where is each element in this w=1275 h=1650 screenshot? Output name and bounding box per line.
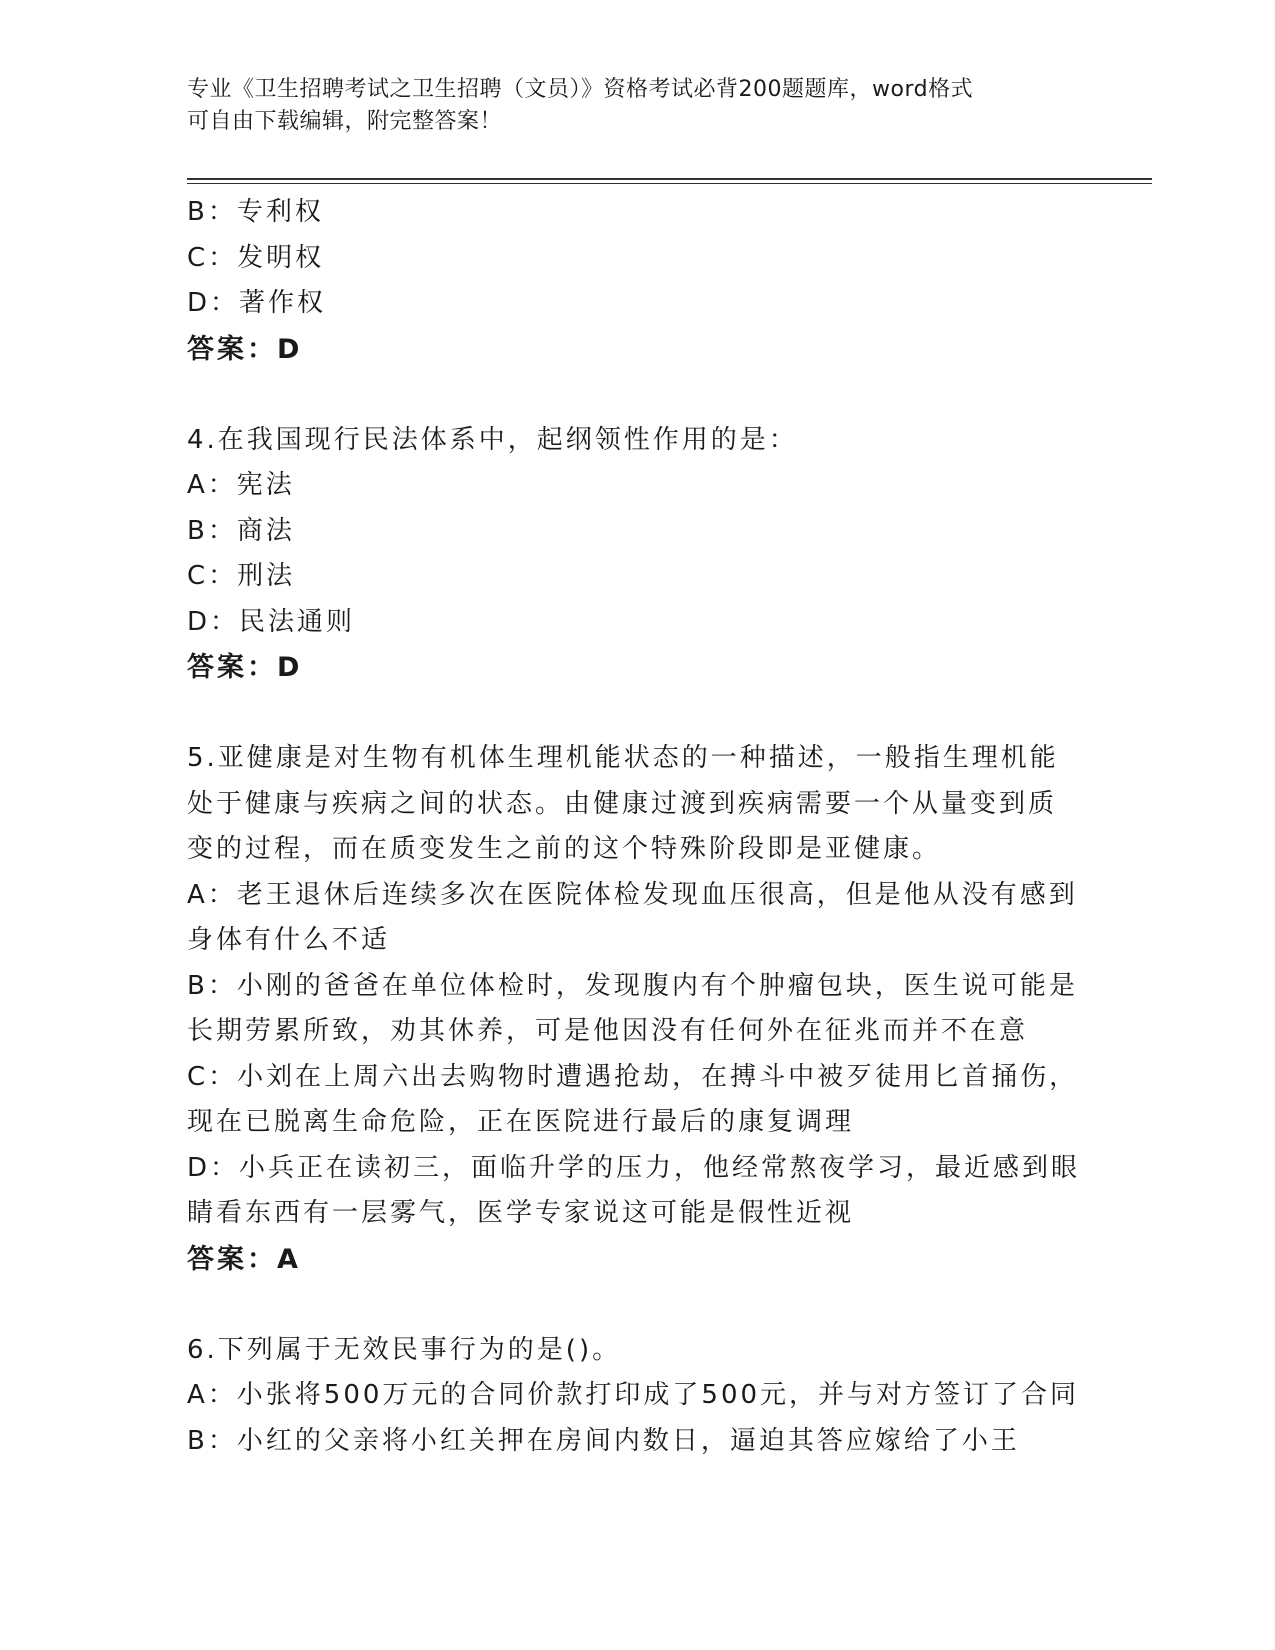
question-5-stem-line-1: 5.亚健康是对生物有机体生理机能状态的一种描述，一般指生理机能 — [187, 743, 1059, 773]
document-header — [187, 74, 1067, 138]
header-title-line-2: 可自由下载编辑，附完整答案！ — [187, 109, 503, 134]
question-3-option-b: B：专利权 — [187, 197, 324, 227]
question-5-option-d-line-2: 睛看东西有一层雾气，医学专家说这可能是假性近视 — [187, 1198, 855, 1228]
question-list — [187, 190, 1087, 1464]
question-4-option-a: A：宪法 — [187, 470, 295, 500]
spacer — [187, 691, 1087, 737]
question-4 — [187, 418, 1087, 691]
question-5-option-b-line-1: B：小刚的爸爸在单位体检时，发现腹内有个肿瘤包块，医生说可能是 — [187, 970, 1078, 1001]
header-divider-thick — [187, 178, 1152, 180]
spacer — [187, 1282, 1087, 1328]
question-4-option-d: D：民法通则 — [187, 606, 356, 637]
question-3-option-d: D：著作权 — [187, 288, 327, 318]
question-3-option-c: C：发明权 — [187, 242, 325, 273]
question-3 — [187, 190, 1087, 372]
spacer — [187, 372, 1087, 418]
question-4-option-c: C：刑法 — [187, 561, 296, 591]
question-4-answer: 答案：D — [187, 652, 303, 683]
question-5-option-a-line-2: 身体有什么不适 — [187, 925, 391, 955]
question-5-option-d-line-1: D：小兵正在读初三，面临升学的压力，他经常熬夜学习，最近感到眼 — [187, 1152, 1081, 1183]
question-4-stem: 4.在我国现行民法体系中，起纲领性作用的是： — [187, 424, 798, 455]
question-5-answer: 答案：A — [187, 1243, 301, 1275]
question-5 — [187, 736, 1087, 1282]
question-5-option-b-line-2: 长期劳累所致，劝其休养，可是他因没有任何外在征兆而并不在意 — [187, 1016, 1029, 1046]
question-6-stem: 6.下列属于无效民事行为的是()。 — [187, 1334, 622, 1365]
question-3-answer: 答案：D — [187, 333, 303, 365]
question-4-option-b: B：商法 — [187, 515, 295, 546]
question-5-option-c-line-1: C：小刘在上周六出去购物时遭遇抢劫，在搏斗中被歹徒用匕首捅伤， — [187, 1061, 1079, 1092]
question-6-option-a: A：小张将500万元的合同价款打印成了500元，并与对方签订了合同 — [187, 1380, 1080, 1410]
question-5-stem-line-3: 变的过程，而在质变发生之前的这个特殊阶段即是亚健康。 — [187, 834, 942, 864]
question-5-stem-line-2: 处于健康与疾病之间的状态。由健康过渡到疾病需要一个从量变到质 — [187, 788, 1058, 819]
header-divider-thin — [187, 183, 1152, 184]
question-5-option-c-line-2: 现在已脱离生命危险，正在医院进行最后的康复调理 — [187, 1107, 855, 1137]
header-title-line-1: 专业《卫生招聘考试之卫生招聘（文员）》资格考试必背200题题库，word格式 — [187, 77, 974, 102]
question-6 — [187, 1328, 1087, 1465]
question-6-option-b: B：小红的父亲将小红关押在房间内数日，逼迫其答应嫁给了小王 — [187, 1425, 1020, 1456]
question-5-option-a-line-1: A：老王退休后连续多次在医院体检发现血压很高，但是他从没有感到 — [187, 879, 1078, 910]
